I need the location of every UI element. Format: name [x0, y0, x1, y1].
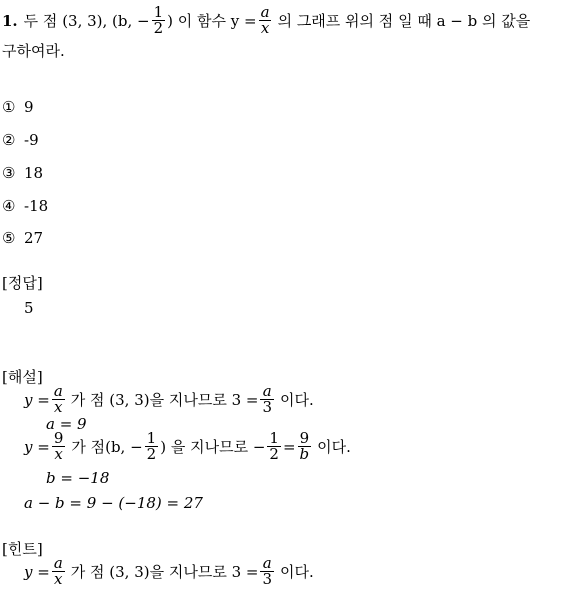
- solution-fraction-9-over-b: $\frac{9}{b}$: [299, 429, 310, 463]
- question-text-after: 의 그래프 위의 점 일 때 a − b 의 값을: [277, 12, 531, 30]
- question-text-before: 두 점 (3, 3), (b, −: [23, 12, 150, 30]
- solution-label: [해설]: [2, 368, 43, 386]
- choice-4[interactable]: ④ -18: [2, 197, 49, 215]
- question-text-mid: ) 이 함수 y =: [167, 12, 257, 30]
- solution-line-4: b = −18: [46, 469, 110, 487]
- solution-line-5: a − b = 9 − (−18) = 27: [24, 494, 203, 512]
- solution-line-1: y = $\frac{a}{x}$ 가 점 (3, 3)을 지나므로 3 = $\frac{a}{3}$ 이다.: [24, 382, 314, 416]
- solution-fraction-9-over-x: $\frac{9}{x}$: [53, 429, 64, 463]
- solution-fraction-a-over-x: $\frac{a}{x}$: [53, 382, 63, 416]
- solution-fraction-1-over-2-a: $\frac{1}{2}$: [146, 429, 157, 463]
- hint-fraction-a-over-3: $\frac{a}{3}$: [262, 554, 273, 588]
- choice-5[interactable]: ⑤ 27: [2, 229, 44, 247]
- hint-fraction-a-over-x: $\frac{a}{x}$: [53, 554, 63, 588]
- question-line-1: [2, 5, 530, 36]
- solution-fraction-1-over-2-b: $\frac{1}{2}$: [269, 429, 279, 463]
- question-fraction-2: $\frac{a}{x}$: [260, 3, 270, 37]
- answer-value: 5: [24, 299, 34, 317]
- choice-3[interactable]: ③ 18: [2, 164, 44, 182]
- question-fraction-1: $\frac{1}{2}$: [153, 3, 164, 37]
- hint-line: y = $\frac{a}{x}$ 가 점 (3, 3)을 지나므로 3 = $\frac{a}{3}$ 이다.: [24, 554, 314, 588]
- answer-label: [정답]: [2, 274, 43, 292]
- solution-fraction-a-over-3: $\frac{a}{3}$: [262, 382, 273, 416]
- hint-label: [힌트]: [2, 540, 43, 558]
- question-line-2: 구하여라.: [2, 42, 65, 60]
- choice-1[interactable]: ① 9: [2, 98, 34, 116]
- question-number: 1.: [2, 11, 18, 30]
- solution-line-2: a = 9: [46, 415, 87, 433]
- choice-2[interactable]: ② -9: [2, 131, 39, 149]
- solution-line-3: y = $\frac{9}{x}$ 가 점(b, − $\frac{1}{2}$ ) 을 지나므로 − $\frac{1}{2}$ = $\frac{9}{b}$ 이다.: [24, 429, 351, 463]
